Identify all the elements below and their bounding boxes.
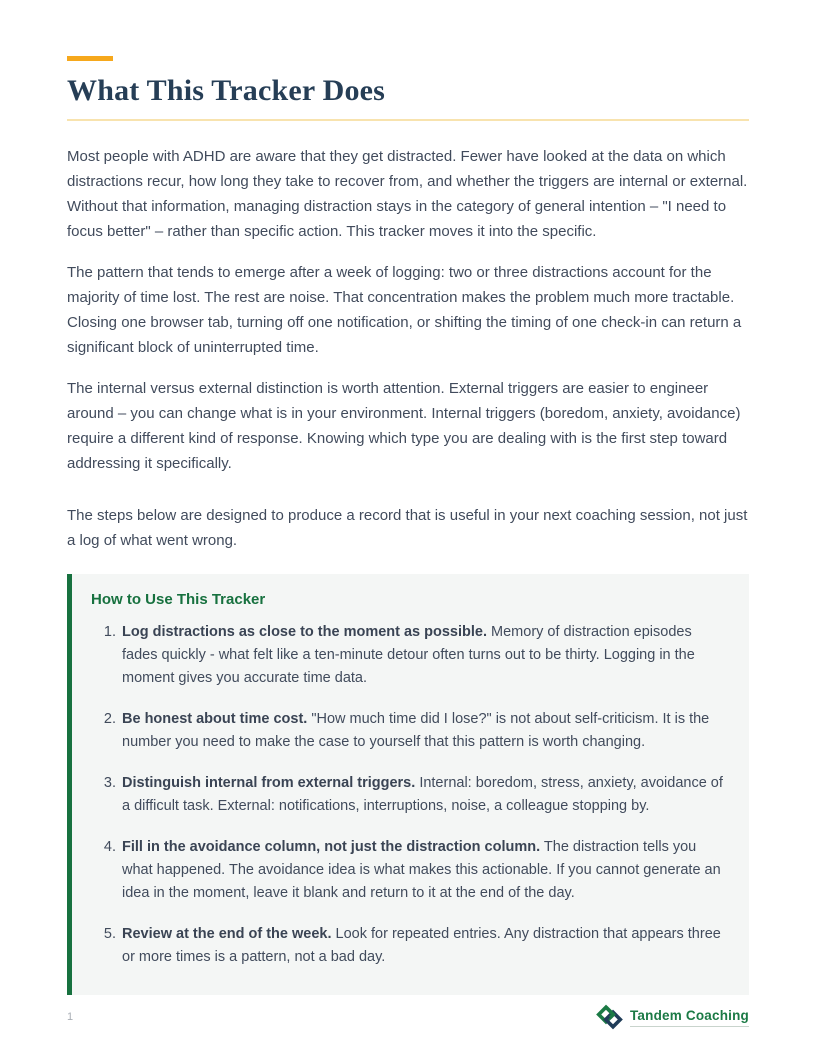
list-item: [120, 621, 723, 690]
intro-paragraph: The steps below are designed to produce a record that is useful in your next coaching session, not just a log of what went wrong.: [67, 506, 748, 549]
page-footer: [67, 1004, 749, 1030]
list-item-lead: Review at the end of the week.: [122, 925, 332, 942]
brand-logo: [596, 1004, 749, 1030]
intro-paragraph: The pattern that tends to emerge after a week of logging: two or three distractions account for the majority of time lost. The rest are noise. That concentration makes the problem much more tractable. Closing one browser tab, turning off one notification, or shifting the timing of one check-in can return a significant block of uninterrupted time.: [67, 263, 742, 356]
title-divider: [67, 119, 749, 121]
list-item: [120, 836, 723, 905]
page-number: 1: [67, 1011, 74, 1023]
list-item-lead: Be honest about time cost.: [122, 710, 308, 727]
brand-name: Tandem Coaching: [630, 1008, 749, 1027]
how-to-use-callout: [67, 574, 749, 995]
list-item-lead: Log distractions as close to the moment as possible.: [122, 623, 487, 640]
list-item-lead: Fill in the avoidance column, not just the distraction column.: [122, 838, 541, 855]
list-item: [120, 772, 723, 818]
intro-paragraph: Most people with ADHD are aware that they get distracted. Fewer have looked at the data on which distractions recur, how long they take to recover from, and whether the triggers are internal or external. Without that information, managing distraction stays in the category of general intention – "I need to focus better" – rather than specific action. This tracker moves it into the specific.: [67, 147, 748, 240]
list-item-lead: Distinguish internal from external triggers.: [122, 774, 416, 791]
title-accent-bar: [67, 56, 113, 61]
list-item-text: Memory of distraction episodes fades quickly - what felt like a ten-minute detour often turns out to be thirty. Logging in the moment gives you accurate time data.: [122, 623, 695, 686]
list-item-text: "How much time did I lose?" is not about self-criticism. It is the number you need to make the case to yourself that this pattern is worth changing.: [122, 710, 710, 750]
page-title: What This Tracker Does: [67, 74, 386, 107]
list-item-text: The distraction tells you what happened. The avoidance idea is what makes this actionable. If you cannot generate an idea in the moment, leave it blank and return to it at the end of the day.: [122, 838, 721, 901]
intro-section: [67, 144, 749, 553]
intro-paragraph: The internal versus external distinction is worth attention. External triggers are easier to engineer around – you can change what is in your environment. Internal triggers (boredom, anxiety, avoidance) require a different kind of response. Knowing which type you are dealing with is the first step toward addressing it specifically.: [67, 379, 741, 472]
list-item: [120, 923, 723, 969]
list-item-text: Look for repeated entries. Any distraction that appears three or more times is a pattern, not a bad day.: [122, 925, 721, 965]
list-item: [120, 708, 723, 754]
tandem-diamonds-icon: [596, 1004, 623, 1030]
instructions-list: [91, 621, 723, 969]
callout-heading: How to Use This Tracker: [91, 590, 266, 608]
list-item-text: Internal: boredom, stress, anxiety, avoidance of a difficult task. External: notifications, interruptions, noise, a colleague stopping by.: [122, 774, 723, 814]
